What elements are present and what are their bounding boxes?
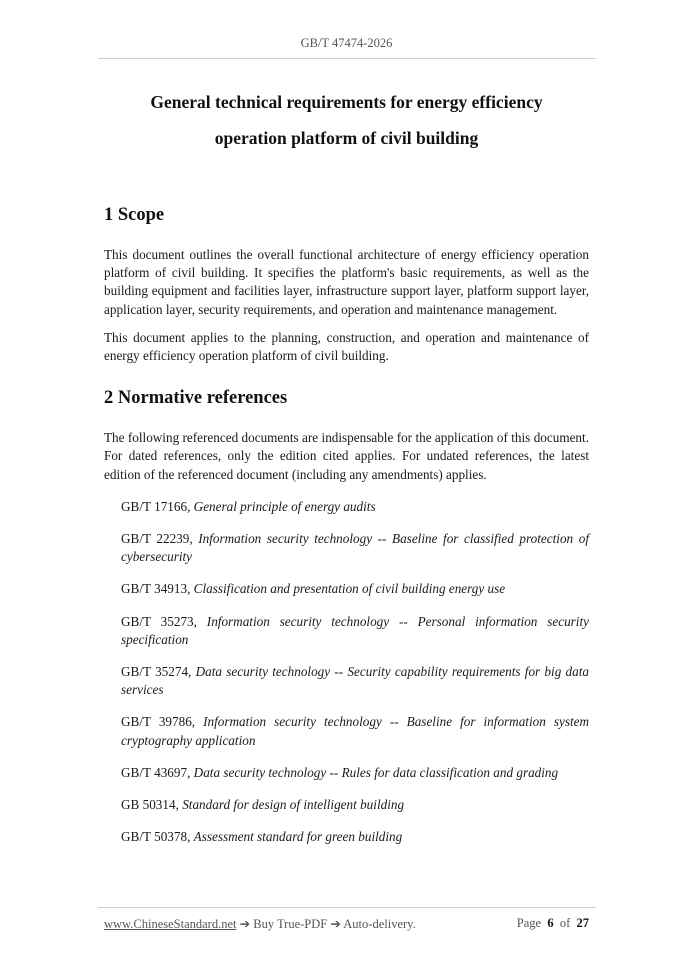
page-label: Page bbox=[516, 916, 542, 930]
reference-title: Information security technology -- Baseline for information system cryptography application bbox=[121, 714, 589, 748]
reference-code: GB 50314, bbox=[121, 797, 179, 813]
reference-item bbox=[104, 613, 589, 649]
reference-code: GB/T 39786, bbox=[121, 714, 196, 730]
scope-paragraph-2: This document applies to the planning, construction, and operation and maintenance of energy efficiency operation platform of civil building. bbox=[104, 329, 589, 364]
references-intro-paragraph: The following referenced documents are indispensable for the application of this document. For dated references, only the edition cited applies. For undated references, the latest edition of the referenced document (including any amendments) applies. bbox=[104, 430, 589, 482]
reference-item bbox=[104, 663, 589, 699]
reference-code: GB/T 35274, bbox=[121, 664, 192, 680]
reference-code: GB/T 17166, bbox=[121, 498, 191, 514]
reference-code: GB/T 43697, bbox=[121, 764, 191, 780]
footer-site-link[interactable]: www.ChineseStandard.net bbox=[104, 917, 237, 931]
scope-paragraph-1: This document outlines the overall functional architecture of energy efficiency operation platform of civil building. It specifies the platform's basic requirements, as well as the building equipment and facilities layer, infrastructure support layer, platform support layer, application layer, security requirements, and operation and maintenance management. bbox=[104, 247, 589, 317]
document-title-line-2: operation platform of civil building bbox=[214, 128, 479, 148]
reference-code: GB/T 34913, bbox=[121, 581, 191, 597]
footer-buy-text: Buy True-PDF bbox=[253, 917, 328, 931]
section-heading-scope: 1 Scope bbox=[104, 205, 165, 225]
page-indicator bbox=[517, 916, 589, 931]
document-title bbox=[0, 84, 693, 156]
footer-divider bbox=[98, 907, 596, 908]
reference-title: Standard for design of intelligent building bbox=[182, 797, 405, 813]
header-divider bbox=[98, 58, 596, 59]
header-doc-code: GB/T 47474-2026 bbox=[300, 36, 393, 50]
section-heading-normative-references: 2 Normative references bbox=[104, 388, 288, 409]
reference-title: Data security technology -- Rules for data classification and grading bbox=[193, 764, 559, 780]
reference-title: Data security technology -- Security capability requirements for big data services bbox=[121, 664, 589, 698]
footer-promo bbox=[104, 916, 416, 932]
reference-code: GB/T 50378, bbox=[121, 829, 191, 845]
reference-item bbox=[104, 713, 589, 749]
reference-item bbox=[104, 764, 589, 782]
reference-title: Assessment standard for green building bbox=[193, 829, 403, 845]
reference-title: Information security technology -- Baseline for classified protection of cybersecurity bbox=[121, 531, 589, 565]
reference-item bbox=[104, 796, 589, 814]
reference-title: General principle of energy audits bbox=[193, 498, 376, 514]
reference-title: Classification and presentation of civil building energy use bbox=[193, 581, 506, 597]
footer-delivery-text: Auto-delivery. bbox=[343, 917, 416, 931]
total-pages-number: 27 bbox=[576, 916, 589, 930]
arrow-right-icon: ➔ bbox=[239, 917, 251, 931]
current-page-number: 6 bbox=[547, 916, 554, 930]
arrow-right-icon: ➔ bbox=[330, 917, 341, 931]
reference-item bbox=[104, 828, 589, 846]
reference-item bbox=[104, 580, 589, 598]
document-body bbox=[104, 202, 589, 860]
reference-code: GB/T 22239, bbox=[121, 531, 193, 547]
of-label: of bbox=[559, 916, 571, 930]
reference-item bbox=[104, 530, 589, 566]
reference-item bbox=[104, 498, 589, 516]
reference-title: Information security technology -- Personal information security specification bbox=[121, 613, 589, 647]
reference-code: GB/T 35273, bbox=[121, 613, 197, 629]
document-title-line-1: General technical requirements for energy efficiency bbox=[150, 92, 543, 112]
